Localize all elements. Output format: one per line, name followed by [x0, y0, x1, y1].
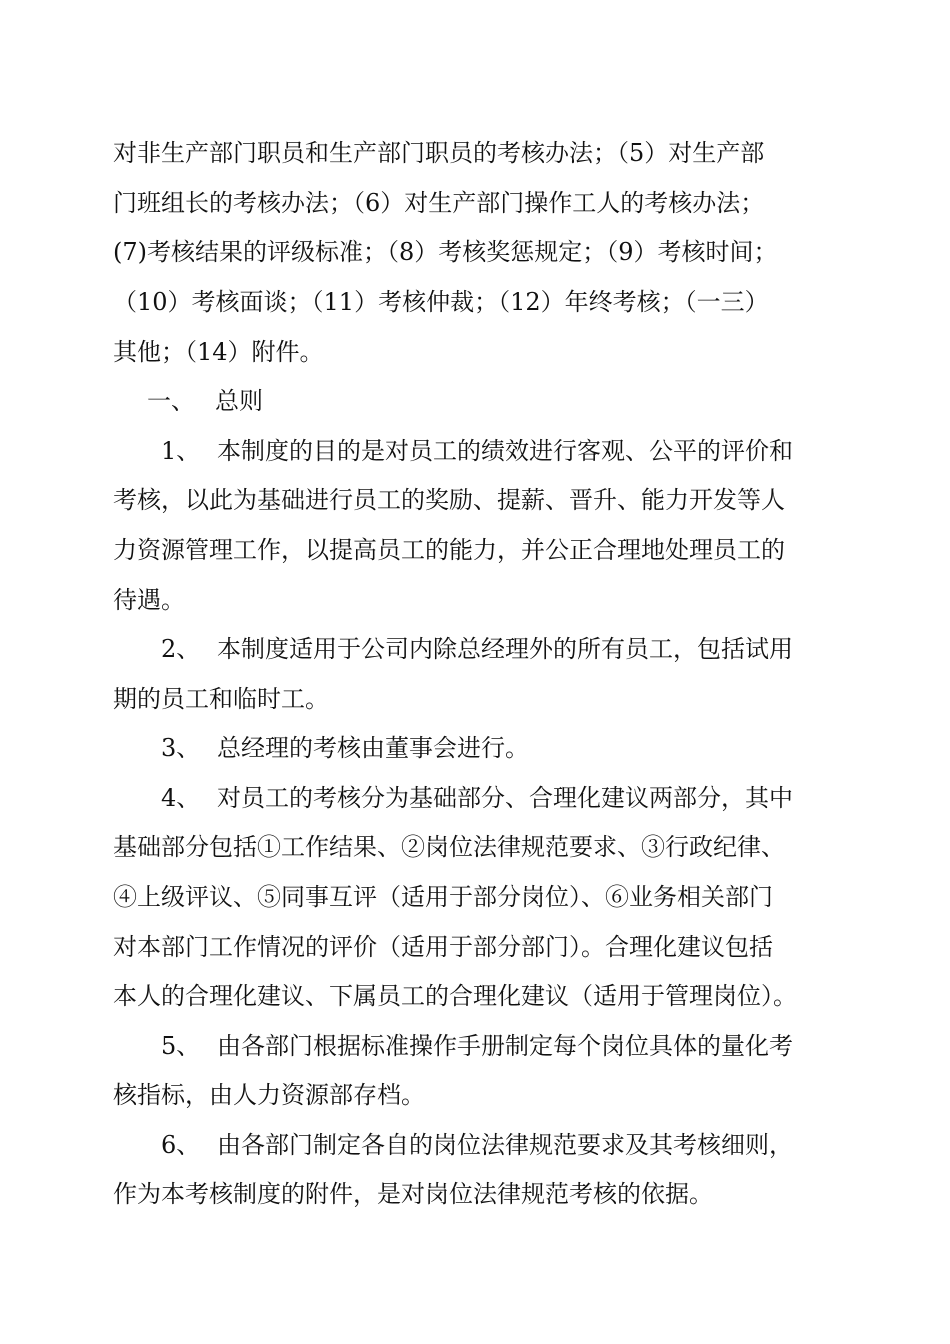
item-4-number: 4、	[161, 784, 201, 812]
item-5-number: 5、	[161, 1032, 201, 1060]
section-heading-number: 一、	[147, 387, 195, 415]
item-4-continuation-2: ④上级评议、⑤同事互评（适用于部分岗位）、⑥业务相关部门	[113, 883, 773, 911]
item-5-first-line	[113, 1026, 858, 1066]
item-3-text: 总经理的考核由董事会进行。	[217, 734, 529, 762]
item-6-first-line	[113, 1125, 858, 1165]
item-6-continuation-1: 作为本考核制度的附件，是对岗位法律规范考核的依据。	[113, 1180, 713, 1208]
intro-line-3: (7)考核结果的评级标准；（8）考核奖惩规定；（9）考核时间；	[113, 238, 778, 266]
item-2-continuation-1: 期的员工和临时工。	[113, 685, 329, 713]
item-1-text: 本制度的目的是对员工的绩效进行客观、公平的评价和	[217, 437, 793, 465]
section-heading	[113, 381, 858, 421]
item-3-first-line	[113, 728, 858, 768]
item-6-number: 6、	[161, 1131, 201, 1159]
section-heading-title: 总则	[215, 387, 263, 415]
item-2-number: 2、	[161, 635, 201, 663]
intro-line-2: 门班组长的考核办法；（6）对生产部门操作工人的考核办法；	[113, 189, 765, 217]
item-5-text: 由各部门根据标准操作手册制定每个岗位具体的量化考	[217, 1032, 793, 1060]
item-5-continuation-1: 核指标，由人力资源部存档。	[113, 1081, 425, 1109]
intro-line-1: 对非生产部门职员和生产部门职员的考核办法；（5）对生产部	[113, 139, 765, 167]
item-4-continuation-1: 基础部分包括①工作结果、②岗位法律规范要求、③行政纪律、	[113, 833, 785, 861]
item-1-first-line	[113, 431, 858, 471]
item-1-continuation-2: 力资源管理工作，以提高员工的能力，并公正合理地处理员工的	[113, 536, 785, 564]
item-1-continuation-1: 考核，以此为基础进行员工的奖励、提薪、晋升、能力开发等人	[113, 486, 785, 514]
item-4-continuation-4: 本人的合理化建议、下属员工的合理化建议（适用于管理岗位）。	[113, 982, 797, 1010]
intro-line-4: （10）考核面谈；（11）考核仲裁；（12）年终考核；（一三）	[113, 288, 769, 316]
item-4-continuation-3: 对本部门工作情况的评价（适用于部分部门）。合理化建议包括	[113, 933, 773, 961]
item-4-first-line	[113, 778, 858, 818]
item-2-first-line	[113, 629, 858, 669]
item-2-text: 本制度适用于公司内除总经理外的所有员工，包括试用	[217, 635, 793, 663]
item-6-text: 由各部门制定各自的岗位法律规范要求及其考核细则，	[217, 1131, 793, 1159]
item-1-continuation-3: 待遇。	[113, 586, 185, 614]
item-1-number: 1、	[161, 437, 201, 465]
item-3-number: 3、	[161, 734, 201, 762]
item-4-text: 对员工的考核分为基础部分、合理化建议两部分，其中	[217, 784, 793, 812]
intro-line-5: 其他；（14）附件。	[113, 338, 324, 366]
